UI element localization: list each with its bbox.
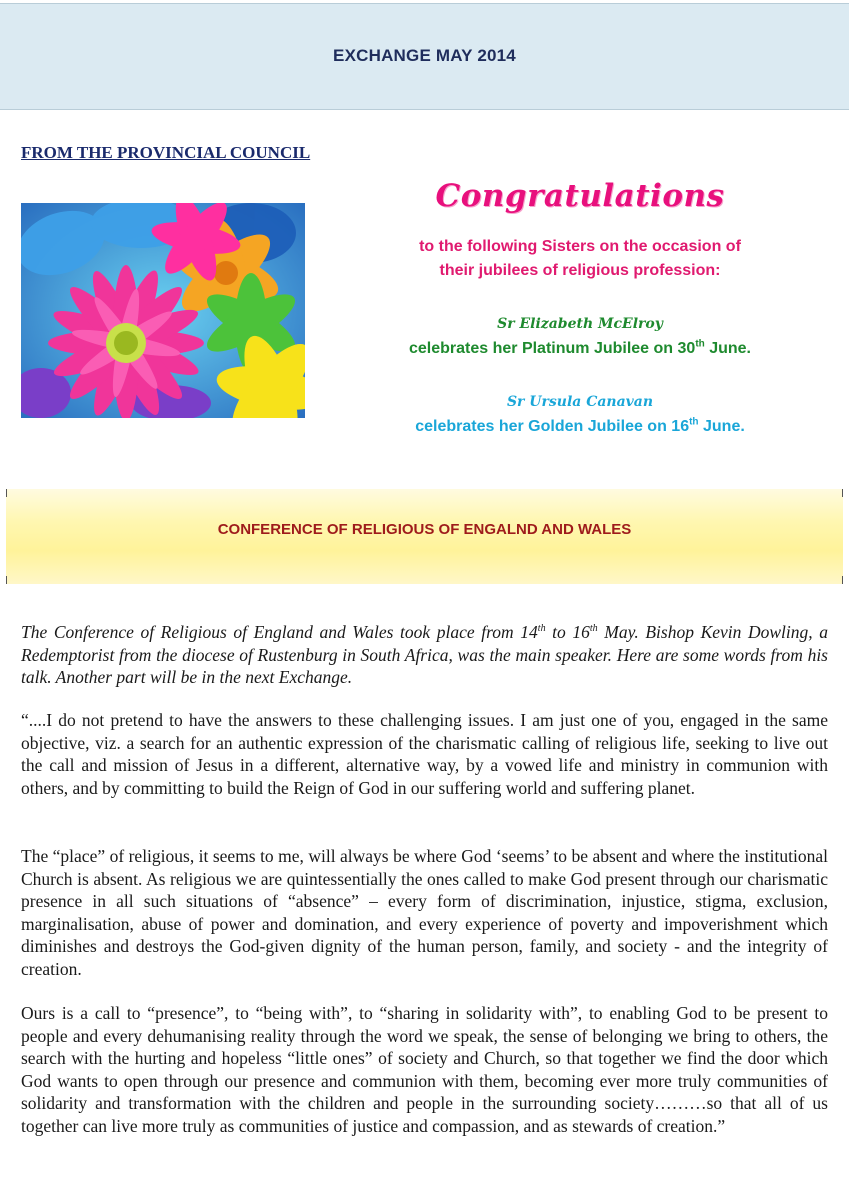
intro-paragraph: The Conference of Religious of England and Wales took place from 14th to 16th May. Bishop Kevin Dowling, a Redemptorist from the diocese of Rustenburg in South Africa, was the main speaker. Here are some words from his talk. Another part will be in the next Exchange. — [21, 622, 828, 687]
section-heading: FROM THE PROVINCIAL COUNCIL — [21, 143, 311, 162]
sister-2-jubilee: celebrates her Golden Jubilee on 16th June. — [415, 416, 745, 435]
sister-2-name: Sr Ursula Canavan — [506, 394, 654, 410]
banner-corner-mark — [6, 576, 7, 584]
flowers-image — [21, 203, 305, 418]
quote-paragraph-3: Ours is a call to “presence”, to “being with”, to “sharing in solidarity with”, to enabling God to be present to people and every dehumanising reality through the word we speak, the sense of belonging we bring to others, the search with the hurting and hopeless “little ones” of society and Church, so that together we find the door which God wants to open through our presence and communion with them, becoming ever more truly communities of solidarity and transformation with the children and people in the surrounding society………so that all of us together can live more truly as communities of justice and compassion, and as stewards of creation.” — [21, 1003, 828, 1136]
conference-title: CONFERENCE OF RELIGIOUS OF ENGALND AND WALES — [217, 521, 632, 538]
quote-paragraph-1: “....I do not pretend to have the answers to these challenging issues. I am just one of you, engaged in the same objective, viz. a search for an authentic expression of the charismatic calling of religious life, seeking to live out the call and mission of Jesus in a different, alternative way, by a vowed life and ministry in communion with others, and by committing to build the Reign of God in our suffering world and suffering planet. — [21, 710, 828, 798]
quote-paragraph-2: The “place” of religious, it seems to me, will always be where God ‘seems’ to be absent and where the institutional Church is absent. As religious we are quintessentially the ones called to make God present through our charismatic presence in all such situations of “absence” – every form of discrimination, injustice, stigma, exclusion, marginalisation, abuse of power and domination, and every experience of poverty and impoverishment which diminishes and destroys the God-given dignity of the human person, family, and society - and the integrity of creation. — [21, 846, 828, 979]
sister-1-name: Sr Elizabeth McElroy — [497, 316, 663, 332]
congratulations-heading: Congratulations — [435, 178, 725, 214]
congratulations-line-2: their jubilees of religious profession: — [439, 262, 721, 279]
congratulations-line-1: to the following Sisters on the occasion of — [419, 238, 741, 255]
sister-1-jubilee: celebrates her Platinum Jubilee on 30th June. — [408, 338, 751, 357]
banner-corner-mark — [6, 489, 7, 497]
banner-corner-mark — [842, 576, 843, 584]
newsletter-title: EXCHANGE MAY 2014 — [333, 46, 516, 65]
header-band — [0, 3, 849, 110]
conference-banner — [6, 489, 843, 584]
banner-corner-mark — [842, 489, 843, 497]
